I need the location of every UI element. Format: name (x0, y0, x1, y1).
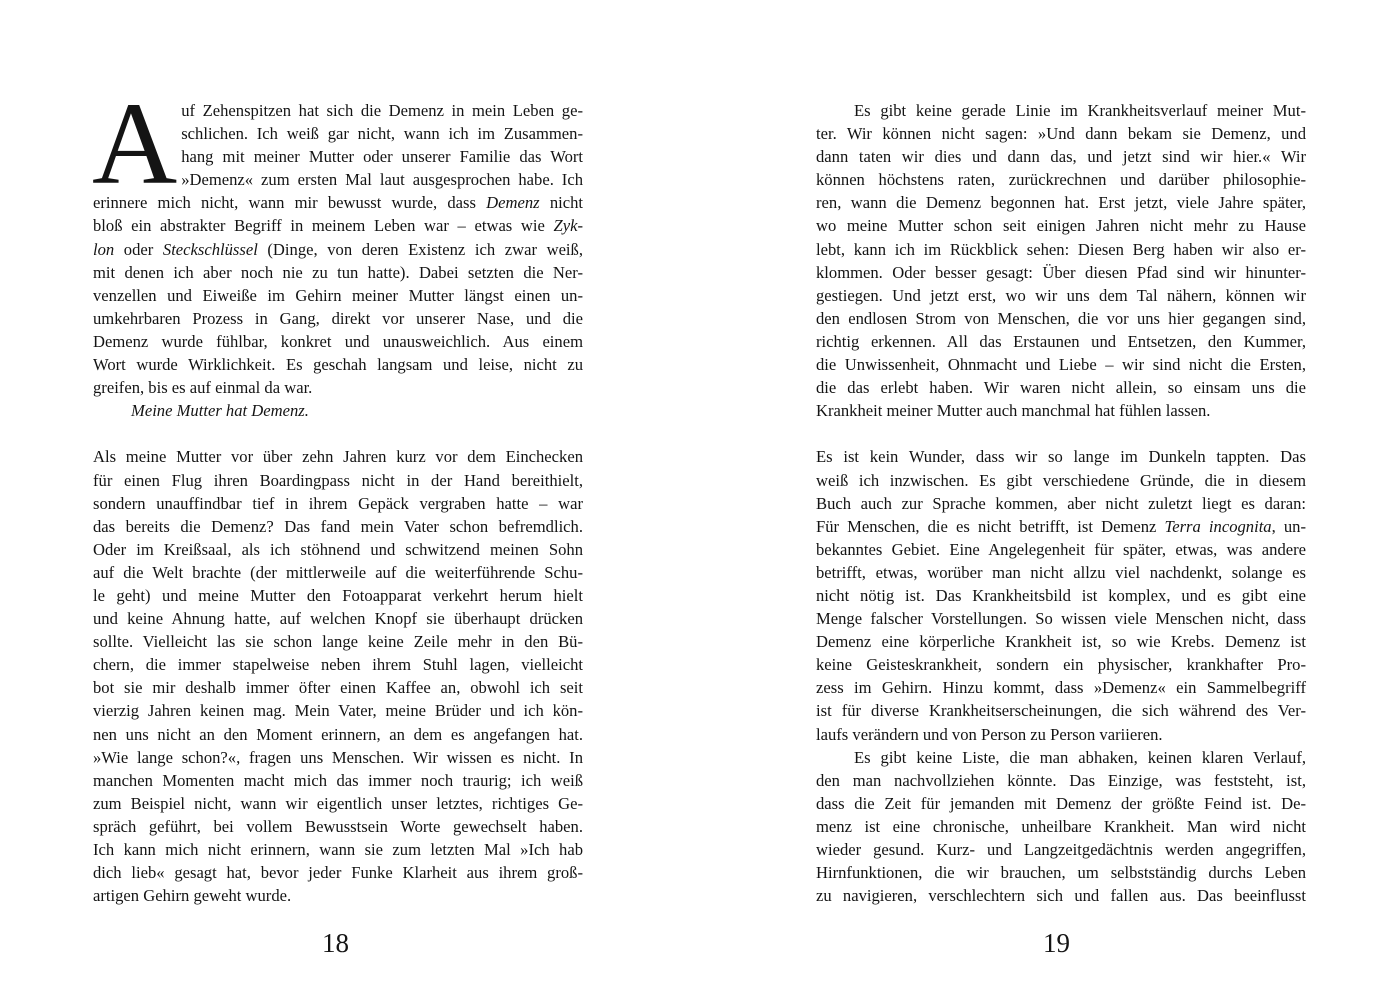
text-line: die Unwissenheit, Ohnmacht und Liebe – wir sind nicht die Ersten, (816, 355, 1306, 375)
text-line: zu navigieren, verschlechtern sich und fallen aus. Das beeinflusst (816, 886, 1306, 906)
text-line: dann taten wir dies und dann das, und jetzt sind wir hier.« Wir (816, 147, 1306, 167)
text-line: artigen Gehirn geweht wurde. (93, 886, 292, 906)
text-line: den endlosen Strom von Menschen, die vor uns hier gegangen sind, (816, 308, 1306, 328)
page-number: 18 (322, 928, 349, 958)
text-line: Für Menschen, die es nicht betrifft, ist Demenz Terra incognita, un- (816, 516, 1306, 536)
text-line: uf Zehenspitzen hat sich die Demenz in mein Leben ge- (181, 101, 583, 120)
text-line: Es gibt keine gerade Linie im Krankheitsverlauf meiner Mut- (854, 101, 1306, 120)
text-line: Buch auch zur Sprache kommen, aber nicht zuletzt liegt es daran: (816, 493, 1306, 513)
text-line: le geht) und meine Mutter den Fotoapparat verkehrt herum hielt (93, 585, 583, 605)
text-line: weiß ich inzwischen. Es gibt verschiedene Gründe, die in diesem (816, 470, 1306, 490)
text-line: spräch geführt, bei vollem Bewusstsein Worte gewechselt haben. (93, 816, 583, 836)
section-break (816, 422, 1306, 445)
text-line: erinnere mich nicht, wann mir bewusst wurde, dass Demenz nicht (93, 193, 583, 213)
text-line: Krankheit meiner Mutter auch manchmal hat fühlen lassen. (816, 401, 1211, 421)
text-line: lebt, kann ich im Rückblick sehen: Diesen Berg haben wir also er- (816, 239, 1306, 259)
text-line: zess im Gehirn. Hinzu kommt, dass »Demenz« ein Sammelbegriff (816, 678, 1306, 698)
text-line: nen uns nicht an den Moment erinnern, an dem es angefangen hat. (93, 724, 583, 744)
text-line: sondern unauffindbar tief in ihrem Gepäck vergraben hatte – war (93, 493, 583, 513)
text-line: nicht nötig ist. Das Krankheitsbild ist komplex, und es gibt eine (816, 585, 1306, 605)
text-line: keine Geisteskrankheit, sondern ein physischer, krankhafter Pro- (816, 655, 1306, 675)
text-line: »Wie lange schon?«, fragen uns Menschen. Wir wissen es nicht. In (93, 747, 583, 767)
text-line: ter. Wir können nicht sagen: »Und dann bekam sie Demenz, und (816, 124, 1306, 144)
text-line: laufs verändern und von Person zu Person variieren. (816, 724, 1163, 744)
text-line: und keine Ahnung hatte, auf welchen Knopf sie überhaupt drücken (93, 609, 583, 629)
text-line: können höchstens raten, zurückrechnen und darüber philosophie- (816, 170, 1306, 190)
text-line: schlichen. Ich weiß gar nicht, wann ich im Zusammen- (181, 124, 583, 144)
text-line: chern, die immer stapelweise neben ihrem Stuhl lagen, vielleicht (93, 655, 583, 675)
text-line: lon oder Steckschlüssel (Dinge, von deren Existenz ich zwar weiß, (93, 239, 583, 259)
text-line: wieder gesund. Kurz- und Langzeitgedächtnis werden angegriffen, (816, 840, 1306, 859)
text-line: wo meine Mutter schon seit einigen Jahren nicht mehr zu Hause (816, 216, 1306, 236)
text-line: das bereits die Demenz? Das fand mein Vater schon befremdlich. (93, 516, 583, 536)
text-line: Ich kann mich nicht erinnern, wann sie zum letzten Mal »Ich hab (93, 840, 583, 859)
text-line (93, 399, 583, 422)
text-line: menz ist eine chronische, unheilbare Krankheit. Man wird nicht (816, 816, 1306, 836)
text-line: »Demenz« zum ersten Mal laut ausgesprochen habe. Ich (181, 170, 583, 190)
text-line: gestiegen. Und jetzt erst, wo wir uns dem Tal nähern, können wir (816, 285, 1306, 305)
drop-cap: A (92, 78, 178, 209)
text-line: Hirnfunktionen, die wir brauchen, um selbstständig durchs Leben (816, 863, 1306, 883)
text-line: Wort wurde Wirklichkeit. Es geschah langsam und leise, nicht zu (93, 355, 583, 375)
text-line: für einen Flug ihren Boardingpass nicht in der Hand bereithielt, (93, 470, 583, 490)
left-page-text (92, 78, 583, 907)
text-line: ren, wann die Demenz begonnen hat. Erst jetzt, viele Jahre später, (816, 193, 1306, 213)
right-page (698, 0, 1396, 1000)
text-line: Als meine Mutter vor über zehn Jahren kurz vor dem Einchecken (93, 447, 583, 467)
text-line: bekanntes Gebiet. Eine Angelegenheit für später, etwas, was andere (816, 539, 1306, 559)
text-line: venzellen und Eiweiße im Gehirn meiner Mutter längst einen un- (93, 285, 583, 305)
text-line: zum Beispiel nicht, wann wir eigentlich unser letztes, richtiges Ge- (93, 793, 583, 813)
text-line: betrifft, etwas, worüber man nicht allzu viel nachdenkt, solange es (816, 562, 1306, 582)
emphasis: Steckschlüssel (162, 239, 258, 259)
text-line: dass die Zeit für jemanden mit Demenz der größte Feind ist. De- (816, 793, 1306, 813)
text-line: bot sie mir deshalb immer öfter einen Kaffee an, obwohl ich seit (93, 678, 583, 698)
emphasis: Demenz (486, 193, 540, 213)
text-line: Demenz wurde fühlbar, konkret und unausweichlich. Aus einem (93, 331, 583, 351)
page-number: 19 (1043, 928, 1070, 958)
text-line: auf die Welt brachte (der mittlerweile auf die weiterführende Schu- (93, 562, 583, 582)
text-line: mit denen ich aber noch nie zu tun hatte). Dabei setzten die Ner- (93, 262, 583, 282)
text-line: Demenz eine körperliche Krankheit ist, so wie Krebs. Demenz ist (816, 632, 1306, 652)
text-line: richtig erkennen. All das Erstaunen und Entsetzen, den Kummer, (816, 331, 1306, 351)
emphasis: Zyk- (553, 216, 583, 236)
text-line: Es gibt keine Liste, die man abhaken, keinen klaren Verlauf, (854, 747, 1306, 767)
emphasis: Meine Mutter hat Demenz. (131, 401, 309, 421)
text-line: vierzig Jahren keinen mag. Mein Vater, meine Brüder und ich kön- (93, 701, 583, 721)
text-line: hang mit meiner Mutter oder unserer Familie das Wort (181, 147, 583, 167)
text-line: sollte. Vielleicht las sie schon lange keine Zeile mehr in den Bü- (93, 632, 583, 652)
text-line: die das erlebt haben. Wir waren nicht allein, so einsam uns die (816, 378, 1306, 398)
text-line: den man nachvollziehen könnte. Das Einzige, was feststeht, ist, (816, 770, 1306, 790)
right-page-text (816, 99, 1306, 907)
text-line: greifen, bis es auf einmal da war. (93, 378, 313, 398)
text-line: Menge falscher Vorstellungen. So wissen viele Menschen nicht, dass (816, 609, 1306, 629)
text-line: umkehrbaren Prozess in Gang, direkt vor unserer Nase, und die (93, 308, 583, 328)
text-line: bloß ein abstrakter Begriff in meinem Leben war – etwas wie Zyk- (93, 216, 583, 236)
text-line: manchen Momenten macht mich das immer noch traurig; ich weiß (93, 770, 583, 790)
emphasis: Terra incognita (1164, 516, 1272, 536)
text-line: dich lieb« gesagt hat, bevor jeder Funke Klarheit aus ihrem groß- (93, 863, 583, 883)
section-break (93, 422, 583, 445)
text-line: Es ist kein Wunder, dass wir so lange im Dunkeln tappten. Das (816, 447, 1306, 467)
text-line: ist für diverse Krankheitserscheinungen, die sich während des Ver- (816, 701, 1306, 721)
text-line: Oder im Kreißsaal, als ich stöhnend und schwitzend meinen Sohn (93, 539, 583, 559)
emphasis: lon (93, 239, 115, 259)
text-line: klommen. Oder besser gesagt: Über diesen Pfad sind wir hinunter- (816, 262, 1306, 282)
